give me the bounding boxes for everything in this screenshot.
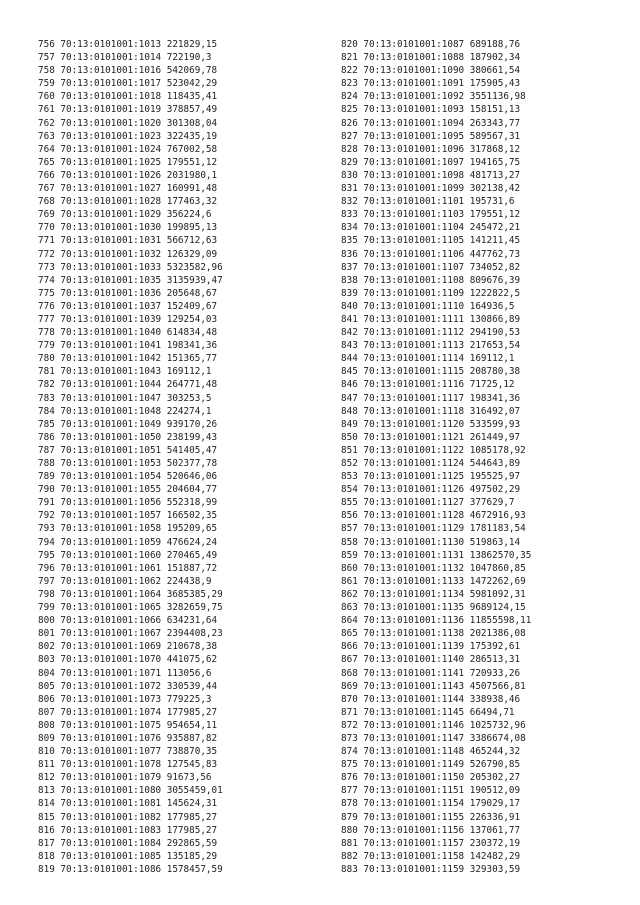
table-row: 797 70:13:0101001:1062 224438,9 — [38, 575, 212, 587]
table-row: 804 70:13:0101001:1071 113056,6 — [38, 667, 212, 679]
table-row: 851 70:13:0101001:1122 1085178,92 — [341, 444, 526, 456]
table-row: 852 70:13:0101001:1124 544643,89 — [341, 458, 521, 469]
table-row: 813 70:13:0101001:1080 3055459,01 — [38, 785, 223, 797]
table-row: 825 70:13:0101001:1093 158151,13 — [341, 104, 521, 116]
table-row: 854 70:13:0101001:1126 497502,29 — [341, 484, 521, 496]
table-row: 783 70:13:0101001:1047 303253,5 — [38, 392, 212, 404]
table-row: 800 70:13:0101001:1066 634231,64 — [38, 615, 218, 627]
table-row: 843 70:13:0101001:1113 217653,54 — [341, 340, 521, 352]
table-row: 870 70:13:0101001:1144 338938,46 — [341, 693, 521, 705]
table-row: 786 70:13:0101001:1050 238199,43 — [38, 431, 218, 443]
table-row: 881 70:13:0101001:1157 230372,19 — [341, 837, 521, 849]
table-row: 761 70:13:0101001:1019 378857,49 — [38, 104, 218, 116]
table-row: 839 70:13:0101001:1109 1222822,5 — [341, 287, 521, 299]
table-row: 877 70:13:0101001:1151 190512,09 — [341, 785, 521, 797]
table-row: 796 70:13:0101001:1061 151887,72 — [38, 562, 218, 574]
table-row: 871 70:13:0101001:1145 66494,71 — [341, 706, 515, 718]
table-row: 859 70:13:0101001:1131 13862570,35 — [341, 549, 532, 561]
table-row: 869 70:13:0101001:1143 4507566,81 — [341, 680, 526, 692]
table-row: 874 70:13:0101001:1148 465244,32 — [341, 746, 521, 758]
table-row: 850 70:13:0101001:1121 261449,97 — [341, 431, 521, 443]
table-row: 822 70:13:0101001:1090 380661,54 — [341, 65, 521, 77]
table-row: 771 70:13:0101001:1031 566712,63 — [38, 235, 218, 247]
table-row: 801 70:13:0101001:1067 2394408,23 — [38, 628, 223, 640]
table-row: 834 70:13:0101001:1104 245472,21 — [341, 222, 521, 234]
table-row: 798 70:13:0101001:1064 3685385,29 — [38, 588, 223, 600]
table-row: 838 70:13:0101001:1108 809676,39 — [341, 274, 521, 286]
table-row: 781 70:13:0101001:1043 169112,1 — [38, 366, 212, 378]
table-row: 872 70:13:0101001:1146 1025732,96 — [341, 719, 526, 731]
table-row: 861 70:13:0101001:1133 1472262,69 — [341, 575, 526, 587]
table-row: 765 70:13:0101001:1025 179551,12 — [38, 156, 218, 168]
table-row: 866 70:13:0101001:1139 175392,61 — [341, 641, 521, 653]
left-column — [38, 38, 328, 876]
table-row: 807 70:13:0101001:1074 177985,27 — [38, 706, 218, 718]
table-row: 811 70:13:0101001:1078 127545,83 — [38, 759, 218, 771]
table-row: 841 70:13:0101001:1111 130866,89 — [341, 313, 521, 325]
table-row: 845 70:13:0101001:1115 208780,38 — [341, 366, 521, 378]
table-row: 831 70:13:0101001:1099 302138,42 — [341, 183, 521, 195]
table-row: 833 70:13:0101001:1103 179551,12 — [341, 209, 521, 221]
table-row: 827 70:13:0101001:1095 589567,31 — [341, 130, 521, 142]
table-row: 847 70:13:0101001:1117 198341,36 — [341, 392, 521, 404]
table-row: 810 70:13:0101001:1077 738870,35 — [38, 746, 218, 758]
table-row: 815 70:13:0101001:1082 177985,27 — [38, 811, 218, 823]
table-row: 862 70:13:0101001:1134 5981092,31 — [341, 588, 526, 600]
table-row: 794 70:13:0101001:1059 476624,24 — [38, 536, 218, 548]
table-row: 770 70:13:0101001:1030 199895,13 — [38, 222, 218, 234]
table-row: 784 70:13:0101001:1048 224274,1 — [38, 405, 212, 417]
table-row: 763 70:13:0101001:1023 322435,19 — [38, 130, 218, 142]
table-row: 816 70:13:0101001:1083 177985,27 — [38, 824, 218, 836]
table-row: 812 70:13:0101001:1079 91673,56 — [38, 772, 212, 784]
table-row: 820 70:13:0101001:1087 689188,76 — [341, 39, 521, 50]
table-row: 824 70:13:0101001:1092 3551136,98 — [341, 91, 526, 103]
table-row: 803 70:13:0101001:1070 441075,62 — [38, 654, 218, 666]
table-row: 809 70:13:0101001:1076 935887,82 — [38, 732, 218, 744]
table-row: 802 70:13:0101001:1069 210678,38 — [38, 641, 218, 653]
table-row: 769 70:13:0101001:1029 356224,6 — [38, 209, 212, 221]
table-row: 875 70:13:0101001:1149 526790,85 — [341, 759, 521, 771]
table-row: 788 70:13:0101001:1053 502377,78 — [38, 458, 218, 469]
table-row: 780 70:13:0101001:1042 151365,77 — [38, 353, 218, 365]
table-row: 758 70:13:0101001:1016 542069,78 — [38, 65, 218, 77]
table-row: 856 70:13:0101001:1128 4672916,93 — [341, 510, 526, 522]
table-row: 792 70:13:0101001:1057 166502,35 — [38, 510, 218, 522]
table-row: 858 70:13:0101001:1130 519863,14 — [341, 536, 521, 548]
table-row: 779 70:13:0101001:1041 198341,36 — [38, 340, 218, 352]
table-row: 867 70:13:0101001:1140 286513,31 — [341, 654, 521, 666]
table-row: 826 70:13:0101001:1094 263343,77 — [341, 117, 521, 129]
table-row: 806 70:13:0101001:1073 779225,3 — [38, 693, 212, 705]
table-row: 819 70:13:0101001:1086 1578457,59 — [38, 863, 223, 875]
table-row: 808 70:13:0101001:1075 954654,11 — [38, 719, 218, 731]
table-row: 849 70:13:0101001:1120 533599,93 — [341, 418, 521, 430]
table-row: 762 70:13:0101001:1020 301308,04 — [38, 117, 218, 129]
table-row: 830 70:13:0101001:1098 481713,27 — [341, 169, 521, 181]
table-row: 759 70:13:0101001:1017 523042,29 — [38, 78, 218, 90]
table-row: 873 70:13:0101001:1147 3386674,08 — [341, 732, 526, 744]
table-row: 855 70:13:0101001:1127 377629,7 — [341, 497, 515, 509]
table-row: 774 70:13:0101001:1035 3135939,47 — [38, 274, 223, 286]
table-row: 883 70:13:0101001:1159 329303,59 — [341, 863, 521, 875]
table-row: 767 70:13:0101001:1027 160991,48 — [38, 183, 218, 195]
table-row: 865 70:13:0101001:1138 2021386,08 — [341, 628, 526, 640]
table-row: 832 70:13:0101001:1101 195731,6 — [341, 196, 515, 208]
right-column — [341, 38, 631, 876]
table-row: 790 70:13:0101001:1055 204604,77 — [38, 484, 218, 496]
table-row: 818 70:13:0101001:1085 135185,29 — [38, 850, 218, 862]
table-row: 777 70:13:0101001:1039 129254,03 — [38, 313, 218, 325]
table-row: 785 70:13:0101001:1049 939170,26 — [38, 418, 218, 430]
table-row: 860 70:13:0101001:1132 1047860,85 — [341, 562, 526, 574]
table-row: 840 70:13:0101001:1110 164936,5 — [341, 300, 515, 312]
table-row: 805 70:13:0101001:1072 330539,44 — [38, 680, 218, 692]
table-row: 757 70:13:0101001:1014 722190,3 — [38, 52, 212, 64]
table-row: 876 70:13:0101001:1150 205302,27 — [341, 772, 521, 784]
table-row: 844 70:13:0101001:1114 169112,1 — [341, 353, 515, 365]
table-row: 848 70:13:0101001:1118 316492,07 — [341, 405, 521, 417]
table-row: 863 70:13:0101001:1135 9689124,15 — [341, 602, 526, 614]
table-row: 879 70:13:0101001:1155 226336,91 — [341, 811, 521, 823]
table-row: 799 70:13:0101001:1065 3282659,75 — [38, 602, 223, 614]
table-row: 778 70:13:0101001:1040 614834,48 — [38, 327, 218, 339]
table-row: 829 70:13:0101001:1097 194165,75 — [341, 156, 521, 168]
table-row: 864 70:13:0101001:1136 11855598,11 — [341, 615, 532, 627]
table-row: 766 70:13:0101001:1026 2031980,1 — [38, 169, 218, 181]
table-row: 828 70:13:0101001:1096 317868,12 — [341, 143, 521, 155]
table-row: 853 70:13:0101001:1125 195525,97 — [341, 471, 521, 483]
table-row: 772 70:13:0101001:1032 126329,09 — [38, 248, 218, 260]
table-row: 787 70:13:0101001:1051 541405,47 — [38, 444, 218, 456]
table-row: 764 70:13:0101001:1024 767002,58 — [38, 143, 218, 155]
table-row: 791 70:13:0101001:1056 552318,99 — [38, 497, 218, 509]
table-row: 775 70:13:0101001:1036 205648,67 — [38, 287, 218, 299]
table-row: 782 70:13:0101001:1044 264771,48 — [38, 379, 218, 391]
table-row: 835 70:13:0101001:1105 141211,45 — [341, 235, 521, 247]
table-row: 773 70:13:0101001:1033 5323582,96 — [38, 261, 223, 273]
table-row: 776 70:13:0101001:1037 152409,67 — [38, 300, 218, 312]
table-row: 823 70:13:0101001:1091 175905,43 — [341, 78, 521, 90]
table-row: 868 70:13:0101001:1141 720933,26 — [341, 667, 521, 679]
table-row: 789 70:13:0101001:1054 520646,06 — [38, 471, 218, 483]
table-row: 846 70:13:0101001:1116 71725,12 — [341, 379, 515, 391]
table-row: 836 70:13:0101001:1106 447762,73 — [341, 248, 521, 260]
table-row: 760 70:13:0101001:1018 118435,41 — [38, 91, 218, 103]
table-row: 756 70:13:0101001:1013 221829,15 — [38, 39, 218, 50]
table-row: 814 70:13:0101001:1081 145624,31 — [38, 798, 218, 810]
table-row: 837 70:13:0101001:1107 734052,82 — [341, 261, 521, 273]
table-row: 817 70:13:0101001:1084 292865,59 — [38, 837, 218, 849]
table-row: 880 70:13:0101001:1156 137061,77 — [341, 824, 521, 836]
table-row: 842 70:13:0101001:1112 294190,53 — [341, 327, 521, 339]
table-row: 821 70:13:0101001:1088 187902,34 — [341, 52, 521, 64]
table-row: 795 70:13:0101001:1060 270465,49 — [38, 549, 218, 561]
table-row: 793 70:13:0101001:1058 195209,65 — [38, 523, 218, 535]
table-row: 882 70:13:0101001:1158 142482,29 — [341, 850, 521, 862]
table-row: 878 70:13:0101001:1154 179029,17 — [341, 798, 521, 810]
table-row: 857 70:13:0101001:1129 1781183,54 — [341, 523, 526, 535]
table-row: 768 70:13:0101001:1028 177463,32 — [38, 196, 218, 208]
